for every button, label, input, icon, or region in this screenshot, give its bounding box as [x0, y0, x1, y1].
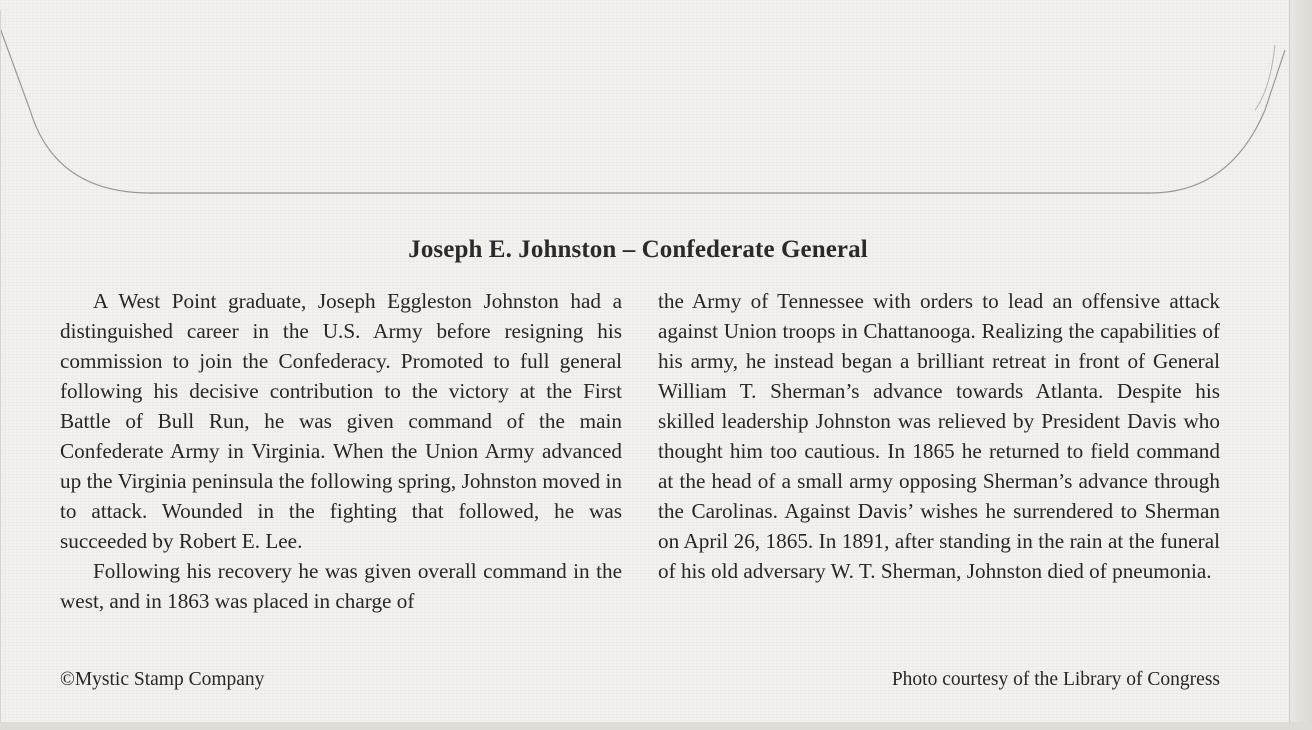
- paragraph: A West Point graduate, Joseph Eggleston Johnston had a distinguished career in the U.S. Army before resigning his commission to join the Confederacy. Promoted to full general following his decisive contribution to the victory at the First Battle of Bull Run, he was given command of the main Confederate Army in Virginia. When the Union Army advanced up the Virginia peninsula the following spring, Johnston moved in to attack. Wounded in the fighting that followed, he was succeeded by Robert E. Lee.: [60, 289, 622, 553]
- envelope-bottom-edge: [0, 722, 1312, 730]
- photo-credit: Photo courtesy of the Library of Congress: [891, 669, 1220, 690]
- document-title: Joseph E. Johnston – Confederate General: [408, 236, 868, 263]
- paragraph: the Army of Tennessee with orders to lead an offensive attack against Union troops in Chattanooga. Realizing the capabilities of his army, he instead began a brilliant retreat in front of General William T. Sherman’s advance towards Atlanta. Despite his skilled leadership Johnston was relieved by President Davis who thought him too cautious. In 1865 he returned to field command at the head of a small army opposing Sherman’s advance through the Carolinas. Against Davis’ wishes he surrendered to Sherman on April 26, 1865. In 1891, after standing in the rain at the funeral of his old adversary W. T. Sherman, Johnston died of pneumonia.: [658, 289, 1220, 583]
- envelope-right-edge: [1289, 0, 1312, 730]
- paragraph: Following his recovery he was given overall command in the west, and in 1863 was placed in charge of: [60, 559, 622, 613]
- right-column: [658, 286, 1220, 586]
- left-column: [60, 286, 622, 616]
- copyright-text: ©Mystic Stamp Company: [60, 669, 265, 690]
